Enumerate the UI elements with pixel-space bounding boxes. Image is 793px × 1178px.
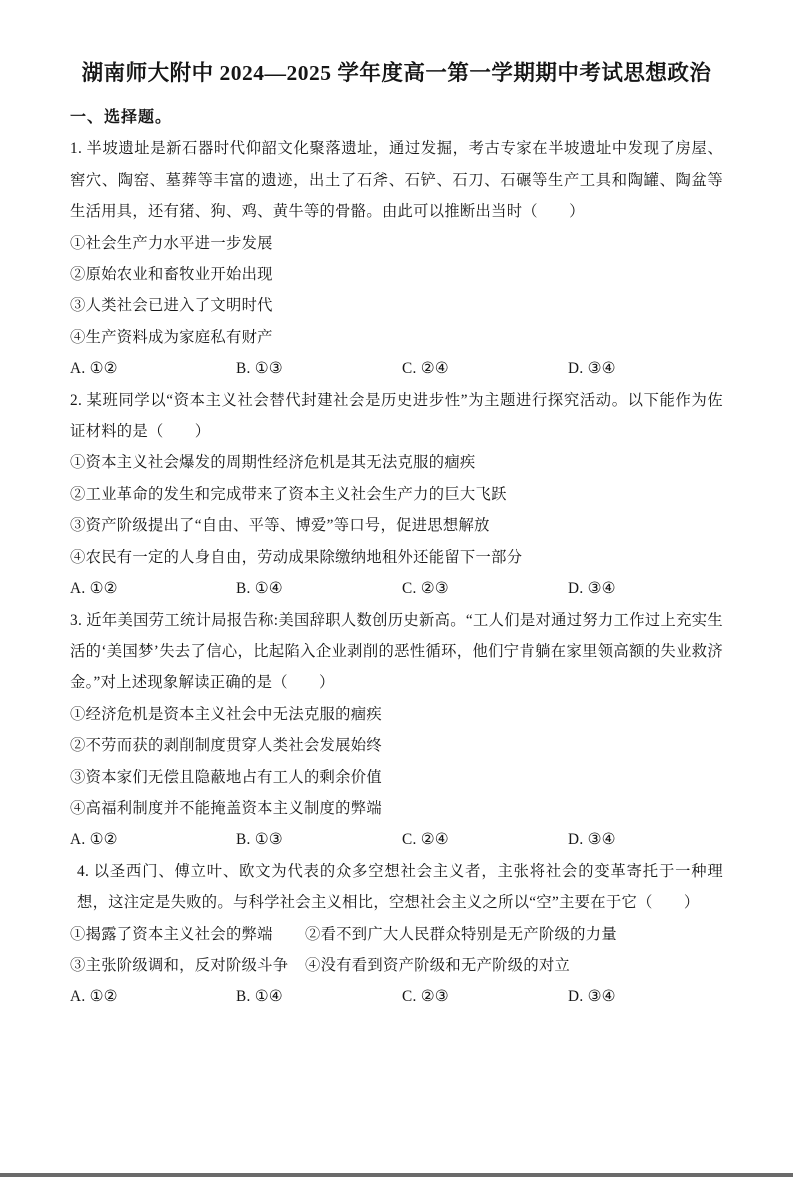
page-title: 湖南师大附中 2024—2025 学年度高一第一学期期中考试思想政治 (81, 61, 712, 85)
option-item: ①社会生产力水平进一步发展 (70, 234, 273, 252)
choice-a: A. ①② (70, 580, 118, 598)
question-stem: 3. 近年美国劳工统计局报告称:美国辞职人数创历史新高。“工人们是对通过努力工作过上充实生活的‘美国梦’失去了信心，比起陷入企业剥削的恶性循环，他们宁肯躺在家里领高额的失业救济金。”对上述现象解读正确的是（ ） (70, 611, 723, 692)
option-item: ②看不到广大人民群众特别是无产阶级的力量 (305, 925, 617, 943)
option-item: ④生产资料成为家庭私有财产 (70, 328, 273, 346)
question-2 (70, 385, 723, 605)
option-item: ②原始农业和畜牧业开始出现 (70, 266, 273, 284)
page-body (0, 56, 793, 1013)
choice-a: A. ①② (70, 831, 118, 849)
choice-b: B. ①④ (236, 580, 283, 598)
option-item: ①揭露了资本主义社会的弊端 (70, 925, 273, 943)
question-4 (70, 856, 723, 1013)
question-stem: 4. 以圣西门、傅立叶、欧文为代表的众多空想社会主义者，主张将社会的变革寄托于一种理想，这注定是失败的。与科学社会主义相比，空想社会主义之所以“空”主要在于它（ ） (77, 862, 723, 912)
option-item: ③资本家们无偿且隐蔽地占有工人的剩余价值 (70, 768, 382, 786)
section-heading: 一、选择题。 (70, 109, 173, 126)
option-item: ④没有看到资产阶级和无产阶级的对立 (305, 956, 571, 974)
choice-a: A. ①② (70, 360, 118, 378)
choice-d: D. ③④ (568, 831, 616, 849)
option-item: ③资产阶级提出了“自由、平等、博爱”等口号，促进思想解放 (70, 517, 490, 535)
question-3 (70, 605, 723, 856)
choice-a: A. ①② (70, 988, 118, 1006)
question-stem: 2. 某班同学以“资本主义社会替代封建社会是历史进步性”为主题进行探究活动。以下能作为佐证材料的是（ ） (70, 391, 723, 441)
question-1 (70, 133, 723, 384)
choice-c: C. ②③ (402, 580, 449, 598)
choice-c: C. ②④ (402, 831, 449, 849)
option-item-row (70, 919, 723, 950)
choice-c: C. ②③ (402, 988, 449, 1006)
option-item-row (70, 950, 723, 981)
choice-b: B. ①③ (236, 360, 283, 378)
choice-d: D. ③④ (568, 580, 616, 598)
choice-row (70, 353, 723, 384)
option-item: ④农民有一定的人身自由，劳动成果除缴纳地租外还能留下一部分 (70, 548, 523, 566)
choice-c: C. ②④ (402, 360, 449, 378)
question-stem: 1. 半坡遗址是新石器时代仰韶文化聚落遗址，通过发掘，考古专家在半坡遗址中发现了房屋、窖穴、陶窑、墓葬等丰富的遗迹，出土了石斧、石铲、石刀、石碾等生产工具和陶罐、陶盆等生活用具，还有猪、狗、鸡、黄牛等的骨骼。由此可以推断出当时（ ） (70, 140, 723, 221)
choice-b: B. ①④ (236, 988, 283, 1006)
option-item: ①经济危机是资本主义社会中无法克服的痼疾 (70, 705, 382, 723)
page-bottom-rule (0, 1173, 793, 1177)
choice-b: B. ①③ (236, 831, 283, 849)
choice-row (70, 981, 723, 1012)
choice-row (70, 824, 723, 855)
option-item: ①资本主义社会爆发的周期性经济危机是其无法克服的痼疾 (70, 454, 476, 472)
option-item: ②工业革命的发生和完成带来了资本主义社会生产力的巨大飞跃 (70, 485, 507, 503)
choice-row (70, 573, 723, 604)
option-item: ②不劳而获的剥削制度贯穿人类社会发展始终 (70, 737, 382, 755)
option-item: ④高福利制度并不能掩盖资本主义制度的弊端 (70, 799, 382, 817)
exam-page (0, 56, 793, 1178)
choice-d: D. ③④ (568, 360, 616, 378)
choice-d: D. ③④ (568, 988, 616, 1006)
option-item: ③主张阶级调和，反对阶级斗争 (70, 956, 289, 974)
option-item: ③人类社会已进入了文明时代 (70, 297, 273, 315)
